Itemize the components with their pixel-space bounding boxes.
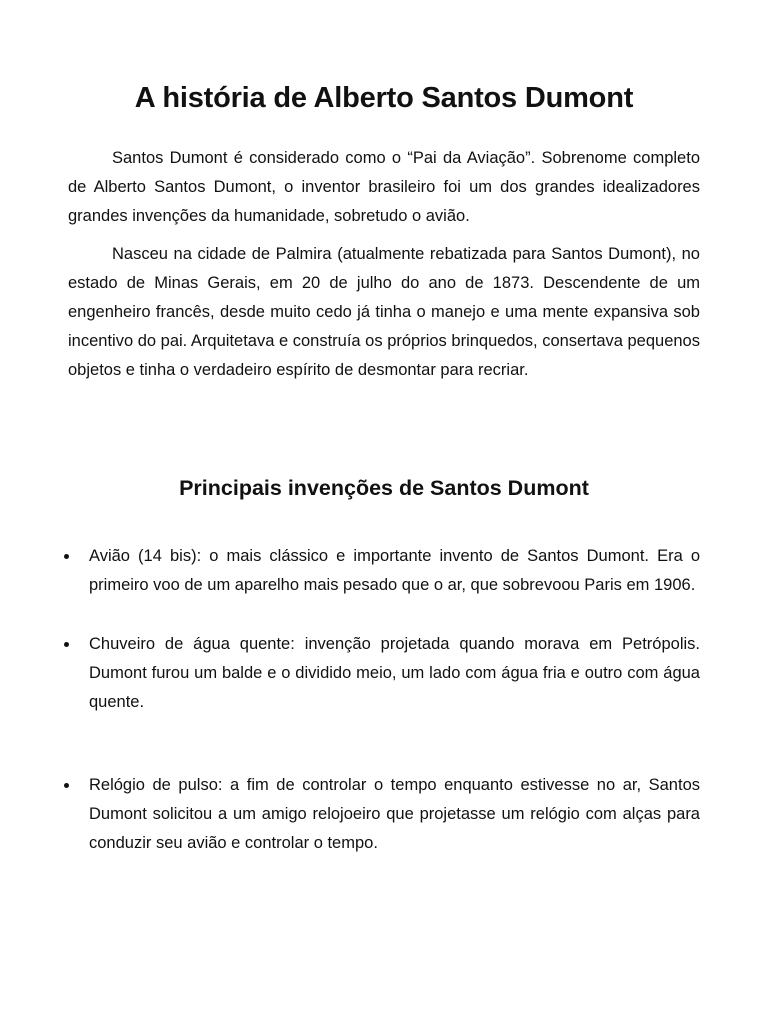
paragraph-birth: Nasceu na cidade de Palmira (atualmente rebatizada para Santos Dumont), no estado de Minas Gerais, em 20 de julho do ano de 1873. Descendente de um engenheiro francês, desde muito cedo já tinha o manejo e uma mente expansiva sob incentivo do pai. Arquitetava e construía os próprios brinquedos, consertava pequenos objetos e tinha o verdadeiro espírito de desmontar para recriar.: [68, 245, 700, 379]
bullet-icon: [64, 554, 69, 559]
list-item-text: Avião (14 bis): o mais clássico e importante invento de Santos Dumont. Era o primeiro voo de um aparelho mais pesado que o ar, que sobrevoou Paris em 1906.: [89, 547, 700, 594]
list-item-text: Chuveiro de água quente: invenção projetada quando morava em Petrópolis. Dumont furou um balde e o dividido meio, um lado com água fria e outro com água quente.: [89, 635, 700, 711]
section-subtitle: Principais invenções de Santos Dumont: [179, 476, 589, 500]
page-title: A história de Alberto Santos Dumont: [134, 82, 634, 114]
bullet-icon: [64, 642, 69, 647]
paragraph-intro: Santos Dumont é considerado como o “Pai da Aviação”. Sobrenome completo de Alberto Santos Dumont, o inventor brasileiro foi um dos grandes idealizadores grandes invenções da humanidade, sobretudo o avião.: [68, 149, 700, 225]
list-item-text: Relógio de pulso: a fim de controlar o tempo enquanto estivesse no ar, Santos Dumont solicitou a um amigo relojoeiro que projetasse um relógio com alças para conduzir seu avião e controlar o tempo.: [89, 776, 700, 852]
bullet-icon: [64, 783, 69, 788]
